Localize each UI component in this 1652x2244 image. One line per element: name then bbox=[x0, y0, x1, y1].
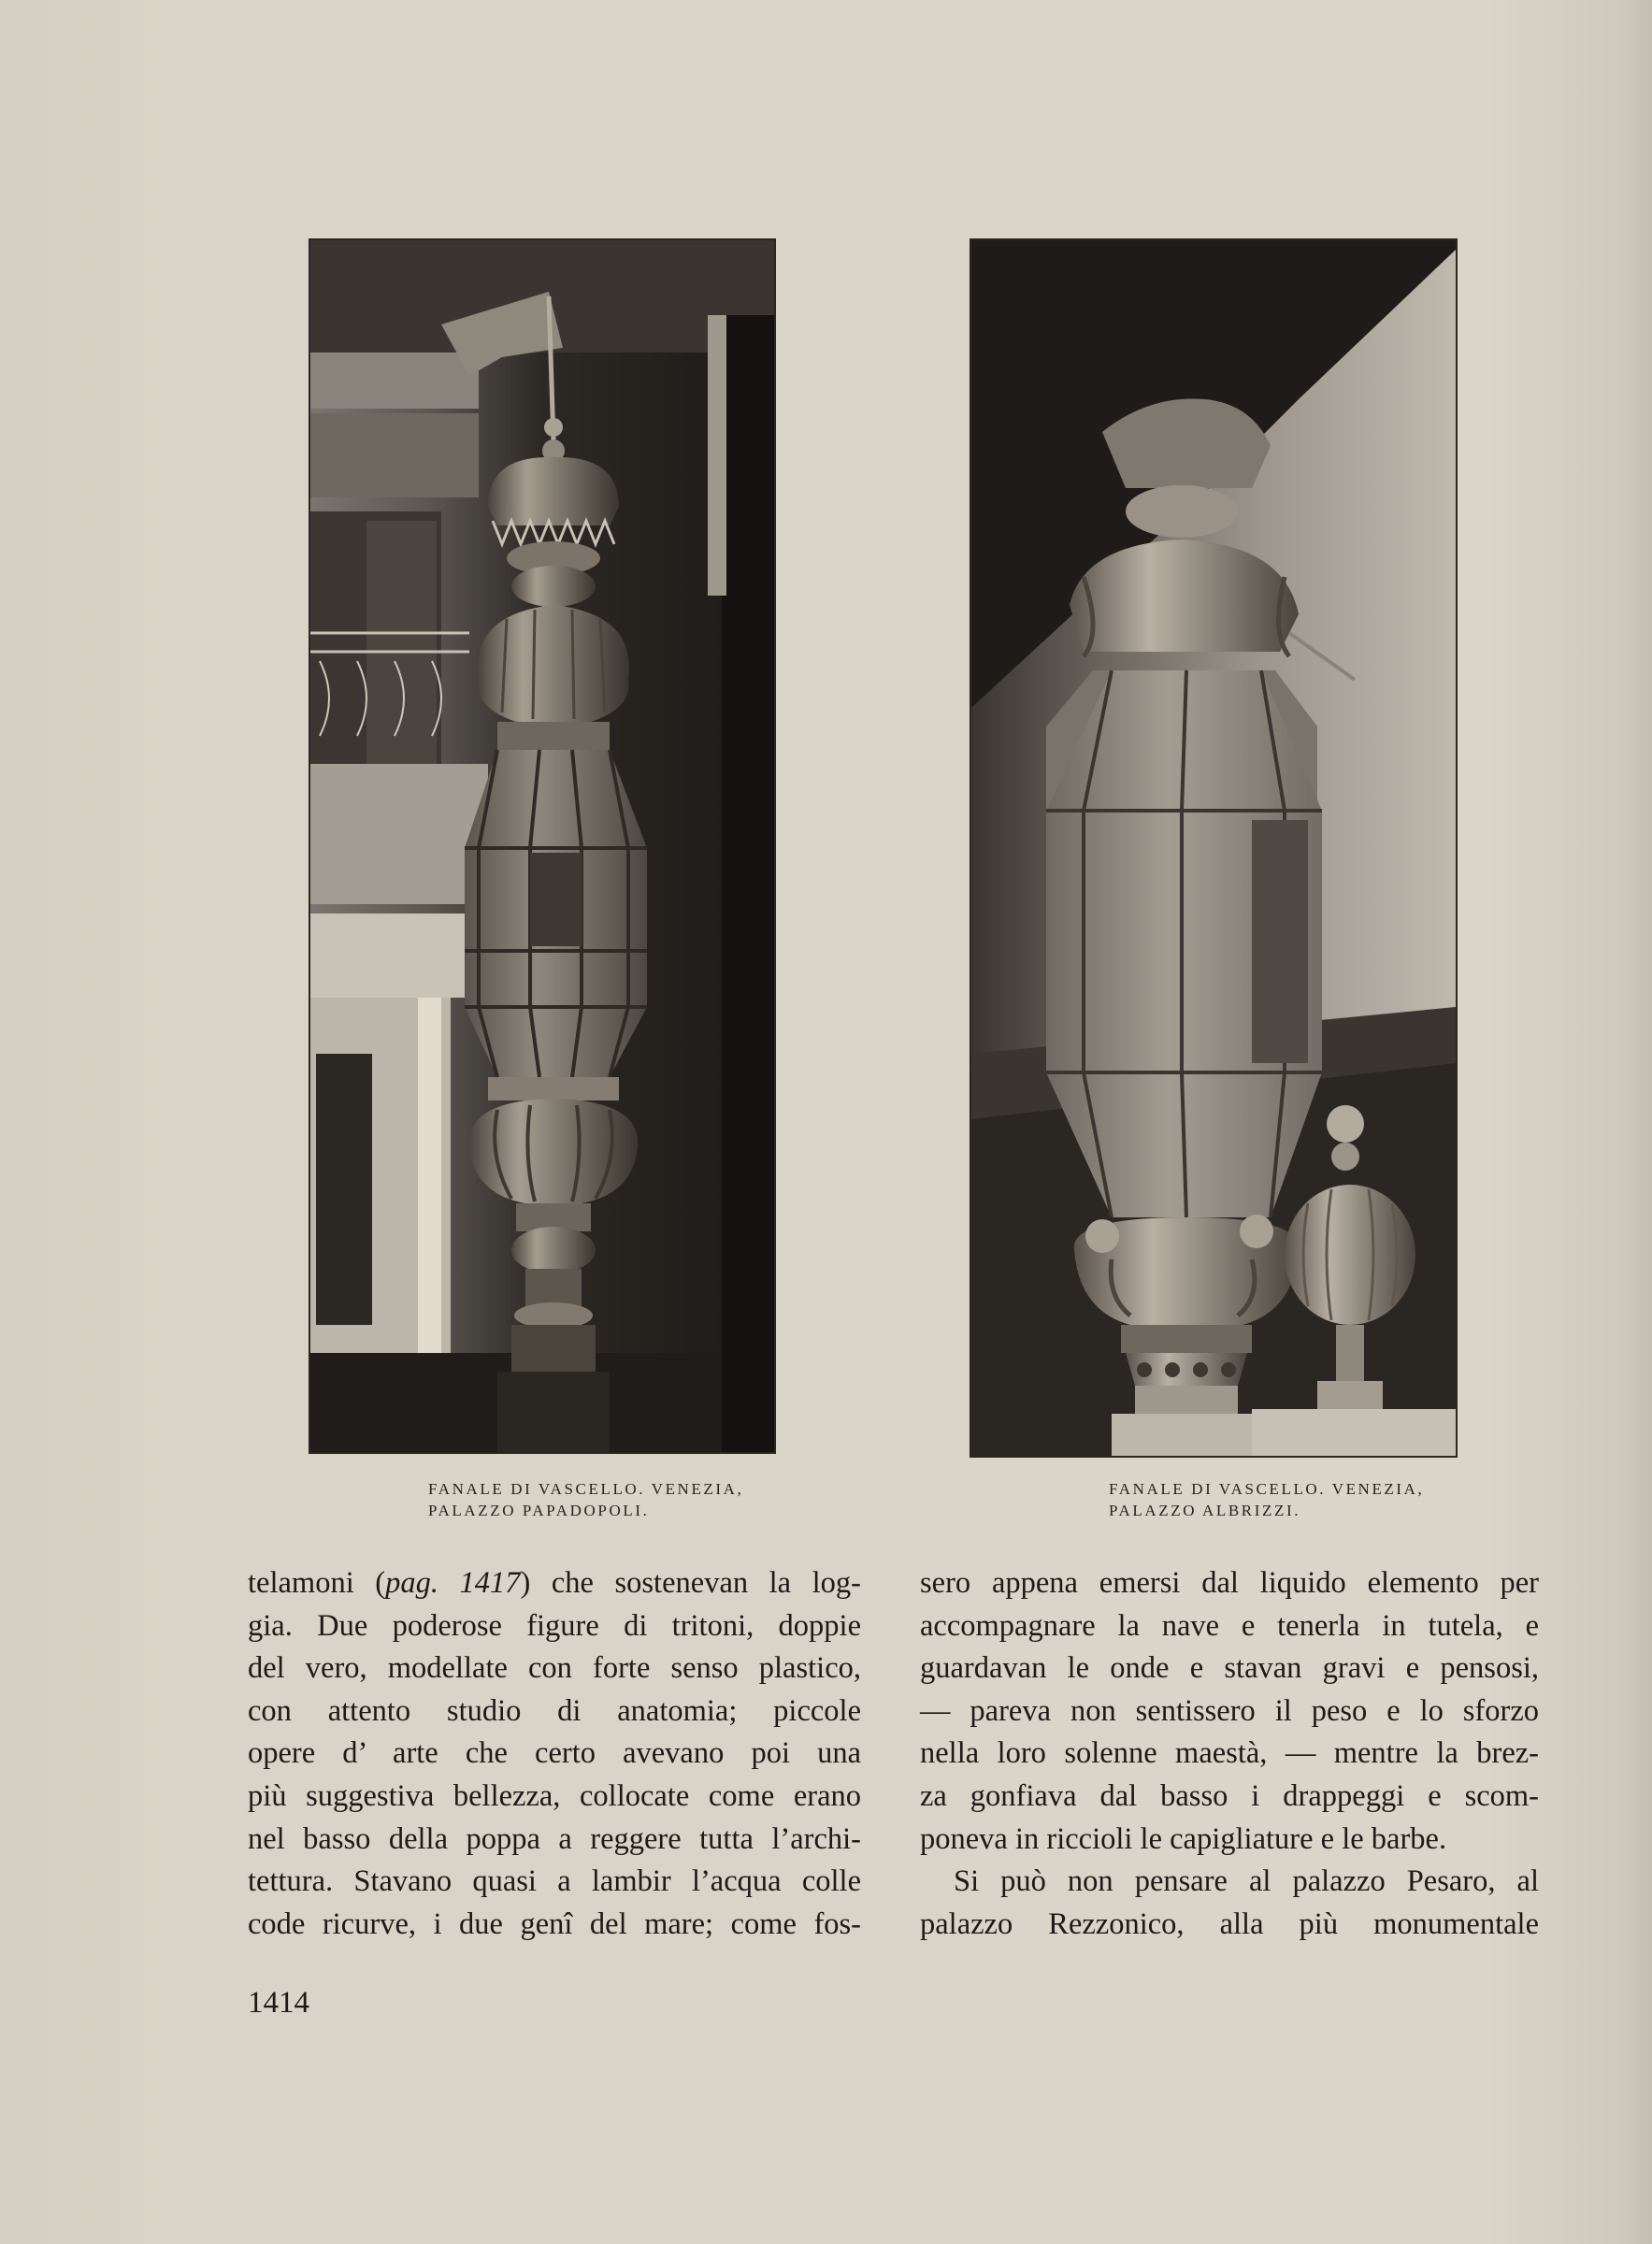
text-line: più suggestiva bellezza, collocate come erano bbox=[248, 1778, 861, 1813]
caption-line: PALAZZO PAPADOPOLI. bbox=[428, 1502, 650, 1519]
text-line: telamoni (pag. 1417) che sostenevan la log- bbox=[248, 1566, 862, 1600]
page-number: 1414 bbox=[248, 1986, 309, 2020]
text-line: gia. Due poderose figure di tritoni, doppie bbox=[248, 1608, 861, 1643]
caption-papadopoli bbox=[428, 1478, 743, 1521]
text-line: sero appena emersi dal liquido elemento per bbox=[920, 1566, 1539, 1600]
lantern-photo-papadopoli bbox=[310, 240, 774, 1452]
text-line: guardavan le onde e stavan gravi e pensosi, bbox=[920, 1651, 1539, 1686]
text-line: Si può non pensare al palazzo Pesaro, al bbox=[954, 1864, 1539, 1899]
text-line: tettura. Stavano quasi a lambir l’acqua colle bbox=[248, 1864, 861, 1899]
photo-plate-albrizzi bbox=[970, 238, 1458, 1458]
text-line: za gonfiava dal basso i drappeggi e scom- bbox=[920, 1778, 1539, 1813]
text-column-right bbox=[920, 1562, 1539, 1946]
text-line: nel basso della poppa a reggere tutta l’archi- bbox=[248, 1821, 861, 1856]
text-column-left bbox=[248, 1562, 861, 1946]
photo-plate-papadopoli bbox=[309, 238, 776, 1454]
text-line: poneva in riccioli le capigliature e le barbe. bbox=[920, 1821, 1447, 1856]
lantern-photo-albrizzi bbox=[971, 240, 1456, 1456]
text-line: palazzo Rezzonico, alla più monumentale bbox=[920, 1906, 1539, 1941]
caption-albrizzi bbox=[1109, 1478, 1424, 1521]
text-line: con attento studio di anatomia; piccole bbox=[248, 1693, 861, 1728]
text-line: — pareva non sentissero il peso e lo sforzo bbox=[920, 1693, 1539, 1728]
caption-line: PALAZZO ALBRIZZI. bbox=[1109, 1502, 1301, 1519]
text-line: accompagnare la nave e tenerla in tutela, e bbox=[920, 1608, 1539, 1643]
text-line: del vero, modellate con forte senso plastico, bbox=[248, 1651, 861, 1686]
text-line: nella loro solenne maestà, — mentre la brez- bbox=[920, 1736, 1539, 1771]
text-line: code ricurve, i due genî del mare; come fos- bbox=[248, 1906, 861, 1941]
caption-line: FANALE DI VASCELLO. VENEZIA, bbox=[1109, 1480, 1425, 1498]
text-line: opere d’ arte che certo avevano poi una bbox=[248, 1736, 861, 1771]
caption-line: FANALE DI VASCELLO. VENEZIA, bbox=[428, 1480, 744, 1498]
